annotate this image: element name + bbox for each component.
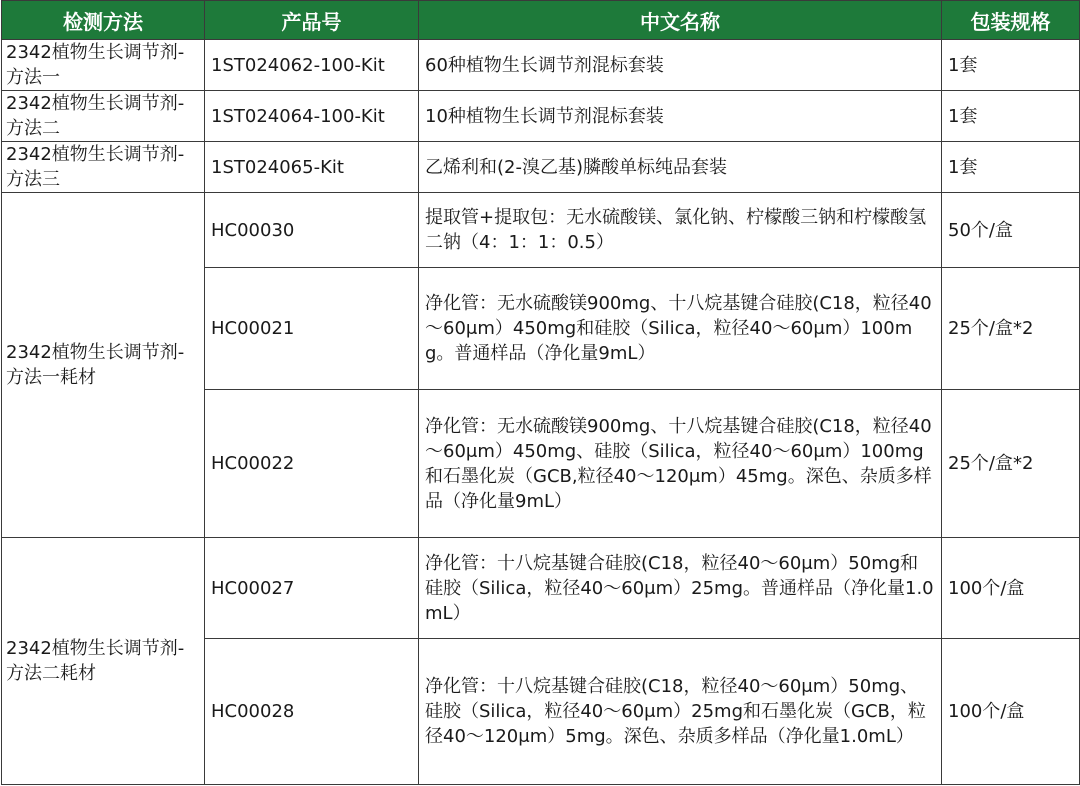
package-cell: 25个/盒*2	[942, 268, 1080, 390]
product-code-cell: HC00027	[205, 538, 419, 639]
method-cell: 2342植物生长调节剂-方法三	[2, 142, 205, 193]
package-cell: 1套	[942, 91, 1080, 142]
product-code-cell: 1ST024062-100-Kit	[205, 40, 419, 91]
table-header-row	[2, 1, 1080, 40]
table-row	[2, 91, 1080, 142]
method-cell: 2342植物生长调节剂-方法二	[2, 91, 205, 142]
product-code-cell: HC00028	[205, 639, 419, 785]
table-row	[2, 40, 1080, 91]
package-cell: 50个/盒	[942, 193, 1080, 268]
chinese-name-cell: 60种植物生长调节剂混标套装	[419, 40, 942, 91]
chinese-name-cell: 净化管：十八烷基键合硅胶(C18，粒径40～60μm）50mg、硅胶（Silica，粒径40～60μm）25mg和石墨化炭（GCB，粒径40～120μm）5mg。深色、杂质多样品（净化量1.0mL）	[419, 639, 942, 785]
product-code-cell: 1ST024064-100-Kit	[205, 91, 419, 142]
table-row	[2, 142, 1080, 193]
product-code-cell: HC00022	[205, 390, 419, 538]
table-row	[2, 538, 1080, 639]
package-cell: 1套	[942, 142, 1080, 193]
product-code-cell: HC00030	[205, 193, 419, 268]
package-cell: 100个/盒	[942, 639, 1080, 785]
header-method: 检测方法	[2, 1, 205, 40]
package-cell: 100个/盒	[942, 538, 1080, 639]
chinese-name-cell: 提取管+提取包：无水硫酸镁、氯化钠、柠檬酸三钠和柠檬酸氢二钠（4：1：1：0.5）	[419, 193, 942, 268]
header-package: 包装规格	[942, 1, 1080, 40]
method-cell: 2342植物生长调节剂-方法二耗材	[2, 538, 205, 785]
chinese-name-cell: 净化管：无水硫酸镁900mg、十八烷基键合硅胶(C18，粒径40～60μm）450mg和硅胶（Silica，粒径40～60μm）100mg。普通样品（净化量9mL）	[419, 268, 942, 390]
method-cell: 2342植物生长调节剂-方法一耗材	[2, 193, 205, 538]
chinese-name-cell: 净化管：十八烷基键合硅胶(C18，粒径40～60μm）50mg和硅胶（Silica，粒径40～60μm）25mg。普通样品（净化量1.0mL）	[419, 538, 942, 639]
table-row	[2, 193, 1080, 268]
chinese-name-cell: 10种植物生长调节剂混标套装	[419, 91, 942, 142]
product-table	[1, 0, 1080, 785]
header-product-code: 产品号	[205, 1, 419, 40]
chinese-name-cell: 净化管：无水硫酸镁900mg、十八烷基键合硅胶(C18，粒径40～60μm）450mg、硅胶（Silica，粒径40～60μm）100mg和石墨化炭（GCB,粒径40～120μm）45mg。深色、杂质多样品（净化量9mL）	[419, 390, 942, 538]
product-code-cell: HC00021	[205, 268, 419, 390]
method-cell: 2342植物生长调节剂-方法一	[2, 40, 205, 91]
chinese-name-cell: 乙烯利和(2-溴乙基)膦酸单标纯品套装	[419, 142, 942, 193]
package-cell: 1套	[942, 40, 1080, 91]
package-cell: 25个/盒*2	[942, 390, 1080, 538]
product-code-cell: 1ST024065-Kit	[205, 142, 419, 193]
header-chinese-name: 中文名称	[419, 1, 942, 40]
